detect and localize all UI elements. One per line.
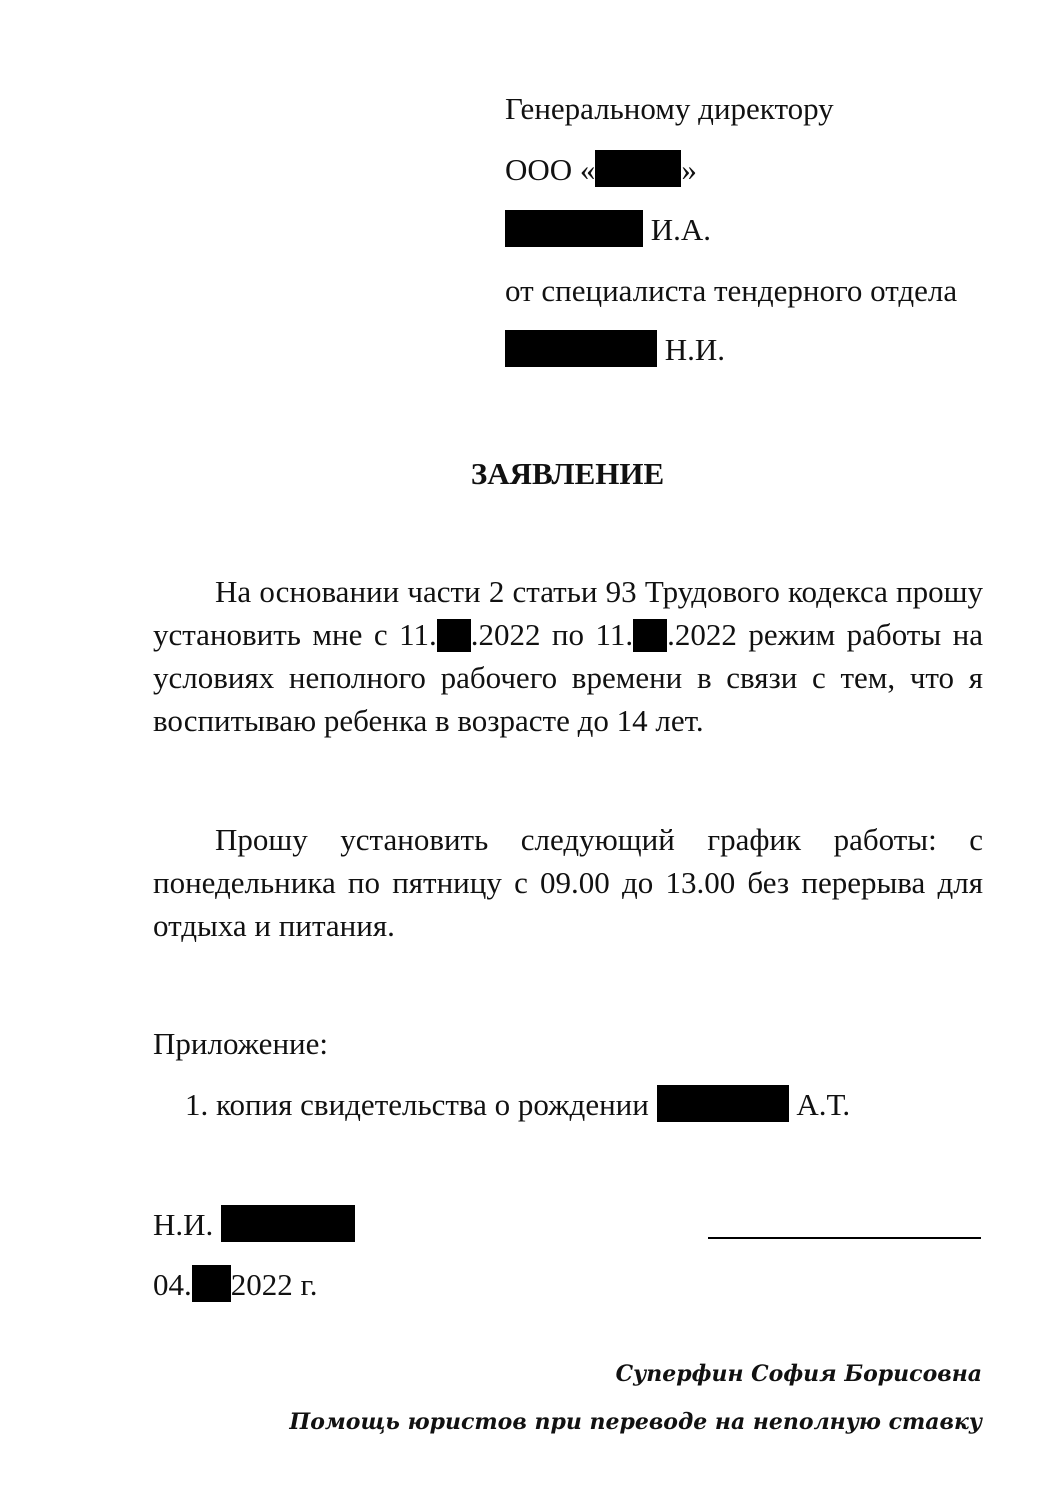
redaction-child-surname <box>657 1085 789 1122</box>
addressee-from: от специалиста тендерного отдела <box>505 273 958 308</box>
company-prefix: ООО « <box>505 152 596 187</box>
redaction-signature-surname <box>221 1205 355 1242</box>
attachment-item-number: 1. <box>185 1087 209 1122</box>
redaction-director-surname <box>505 210 643 247</box>
footer-author: Суперфин София Борисовна <box>615 1361 982 1387</box>
paragraph-request-part3: .2022 режим работы на условиях неполного рабочего времени в связи с тем, что я воспитываю ребенка в возрасте до 14 лет. <box>153 617 983 738</box>
applicant-initials: Н.И. <box>664 332 726 367</box>
signature-date <box>153 1265 317 1304</box>
paragraph-schedule: Прошу установить следующий график работы: с понедельника по пятницу с 09.00 до 13.00 без перерыва для отдыха и питания. <box>153 822 983 943</box>
attachment-item-text: копия свидетельства о рождении <box>216 1087 649 1122</box>
redaction-start-month <box>437 619 471 652</box>
redaction-applicant-surname <box>505 330 657 367</box>
signature-name <box>153 1205 355 1244</box>
attachment-item-initials: А.Т. <box>796 1087 851 1122</box>
company-suffix: » <box>681 152 697 187</box>
date-rest: 2022 г. <box>230 1267 318 1302</box>
attachment-item <box>185 1085 850 1124</box>
paragraph-request <box>153 570 983 742</box>
document-title: ЗАЯВЛЕНИЕ <box>470 456 665 491</box>
redaction-company-name <box>595 150 681 187</box>
paragraph-request-part1: На основании части 2 статьи 93 Трудового кодекса прошу установить мне с 11. <box>153 574 983 652</box>
redaction-date-month <box>192 1265 231 1302</box>
addressee-company <box>505 150 697 189</box>
footer-caption: Помощь юристов при переводе на неполную ставку <box>289 1409 982 1435</box>
attachment-heading: Приложение: <box>153 1026 328 1061</box>
signature-line <box>708 1237 981 1239</box>
paragraph-request-part2: .2022 по 11. <box>470 617 634 652</box>
addressee-applicant <box>505 330 725 369</box>
addressee-title: Генеральному директору <box>505 91 834 126</box>
date-day: 04. <box>153 1267 192 1302</box>
addressee-director <box>505 210 711 249</box>
director-initials: И.А. <box>650 212 712 247</box>
redaction-end-month <box>633 619 667 652</box>
signature-initials: Н.И. <box>153 1207 214 1242</box>
